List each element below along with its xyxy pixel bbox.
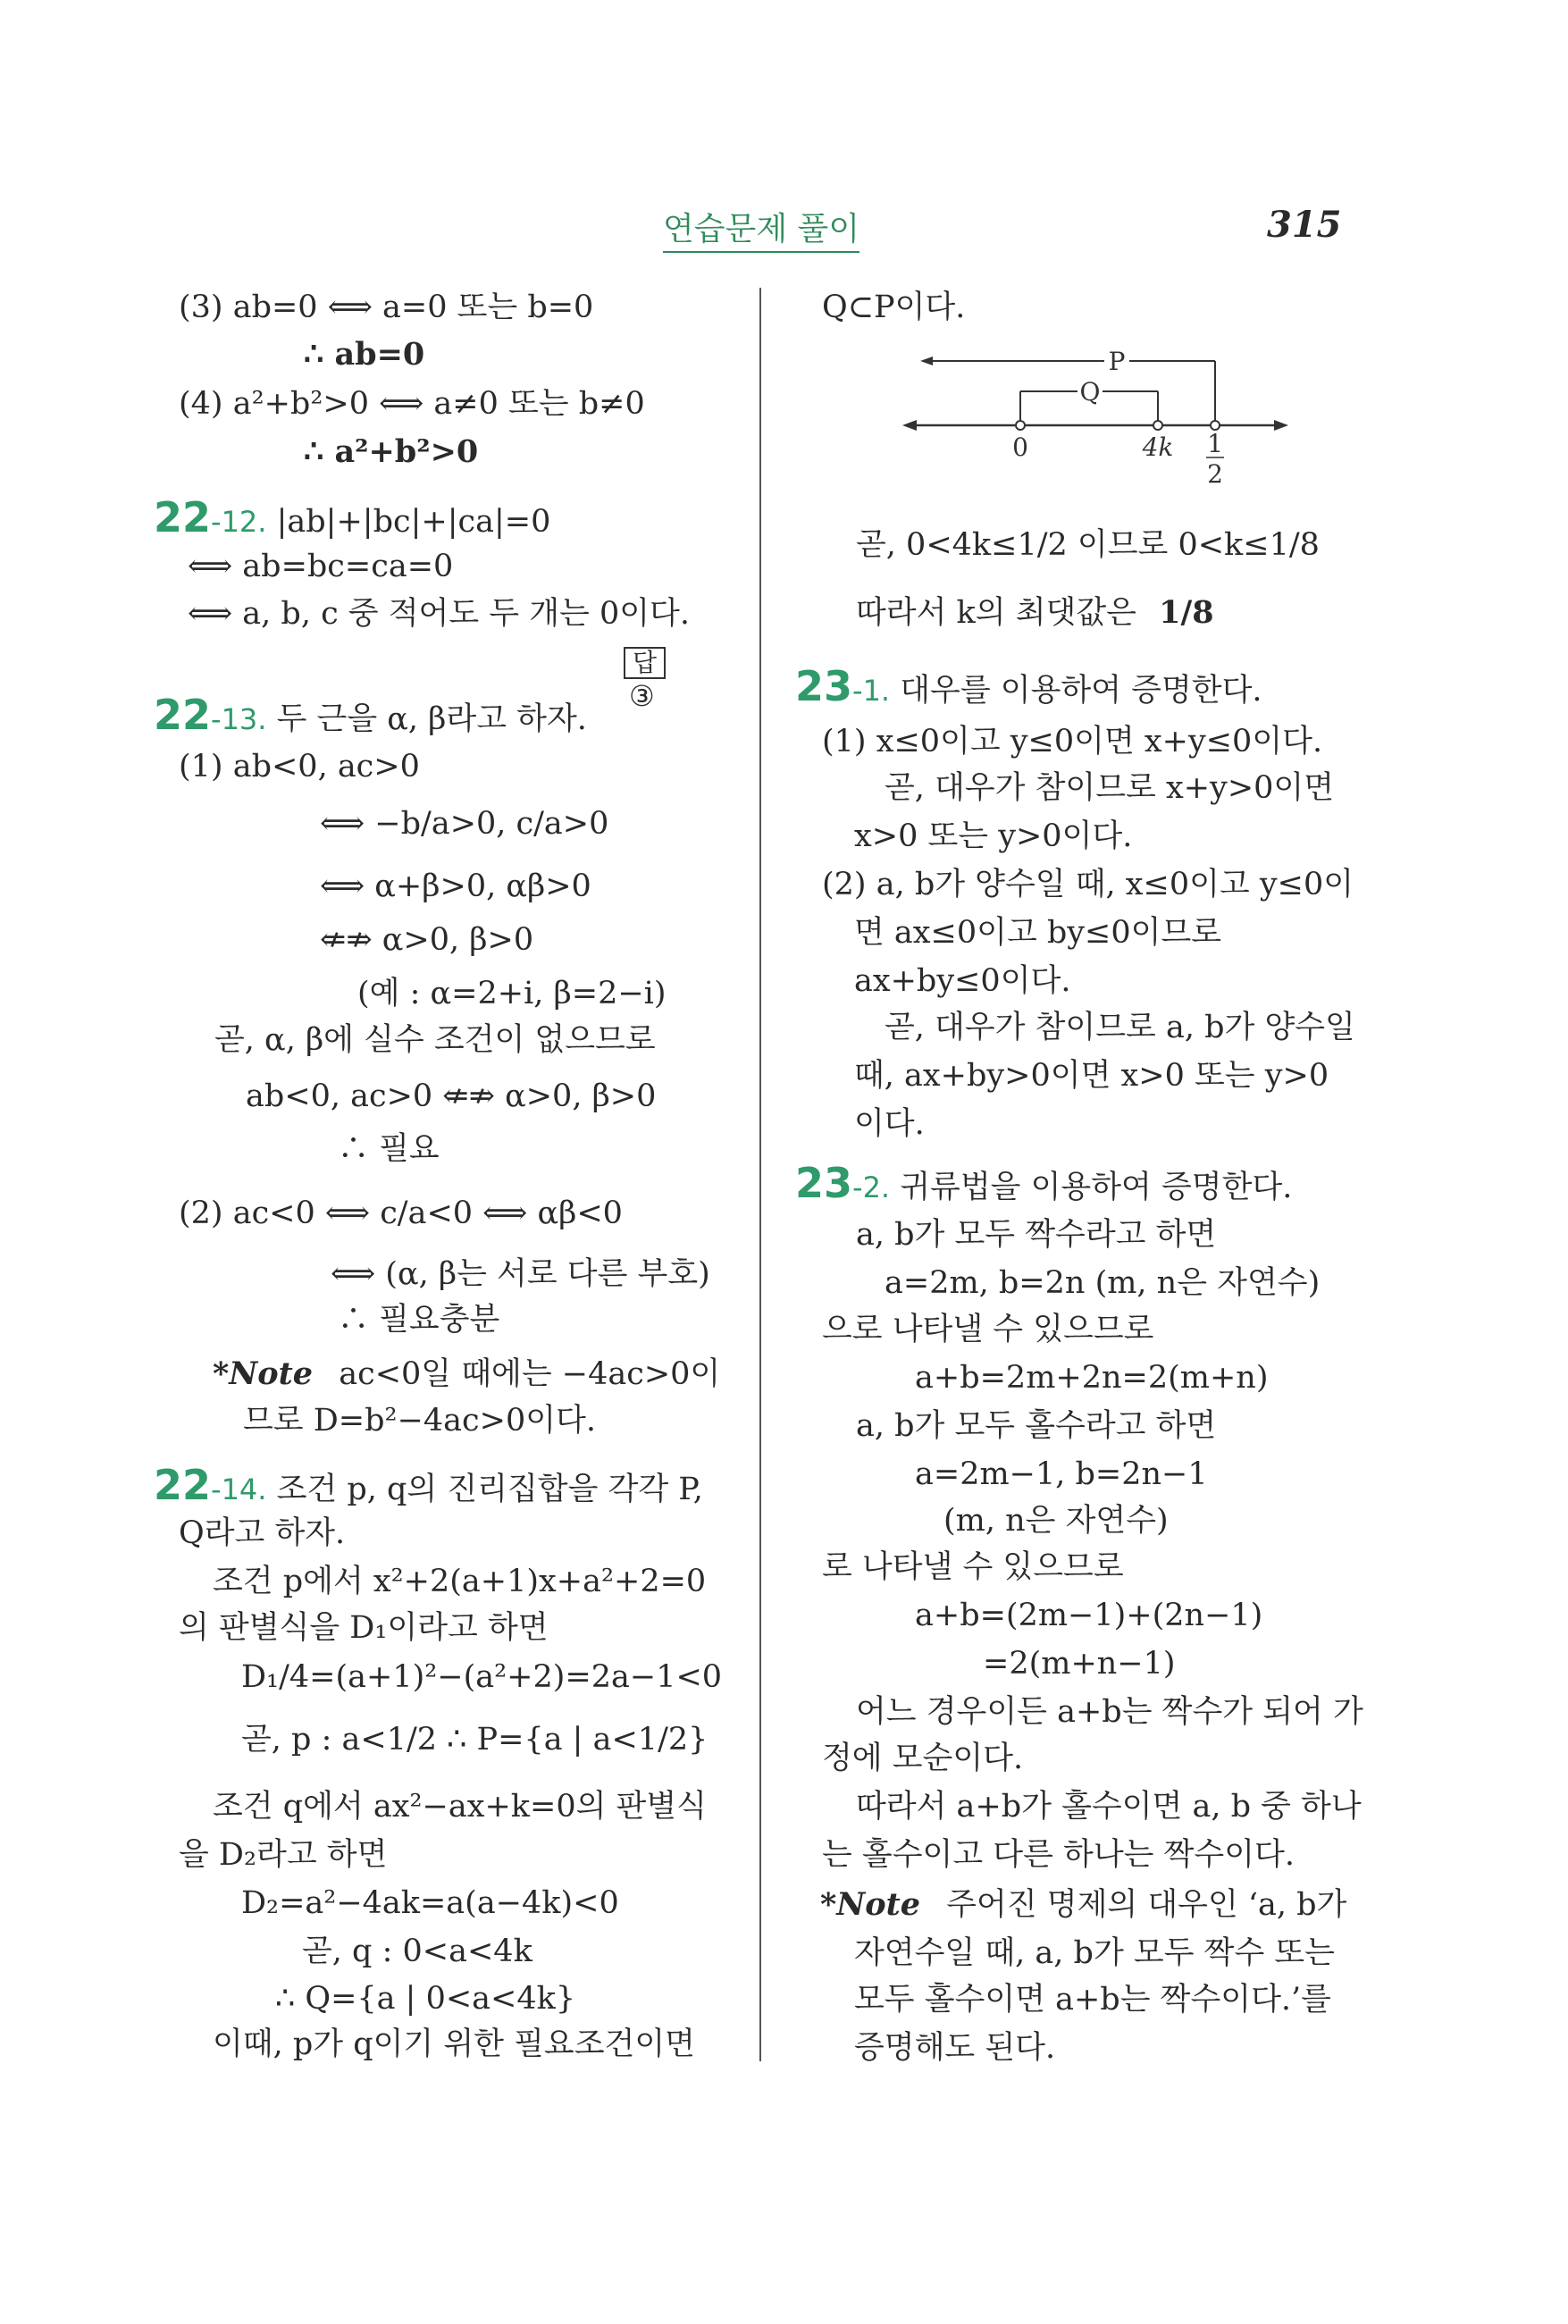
problem-subnumber: -13. <box>211 702 267 736</box>
problem-text: 두 근을 α, β라고 하자. <box>276 701 587 737</box>
problem-23-2 <box>795 1159 1293 1207</box>
text-line: a+b=(2m−1)+(2n−1) <box>915 1598 1263 1633</box>
text-line: 곧, 0<4k≤1/2 이므로 0<k≤1/8 <box>856 527 1320 563</box>
text-line: (1) x≤0이고 y≤0이면 x+y≤0이다. <box>822 724 1323 759</box>
tick-label-4k: 4k <box>1142 432 1174 462</box>
text-line: ax+by≤0이다. <box>854 963 1071 999</box>
page-number: 315 <box>1267 204 1342 246</box>
text-line: Q라고 하자. <box>179 1515 346 1551</box>
text-line: 는 홀수이고 다른 하나는 짝수이다. <box>822 1837 1295 1873</box>
text-line: 으로 나타낼 수 있으므로 <box>822 1312 1154 1347</box>
text-line: ⟺ a, b, c 중 적어도 두 개는 0이다. <box>188 596 690 632</box>
problem-text: 조건 p, q의 진리집합을 각각 P, <box>276 1472 703 1507</box>
tick-label-zero: 0 <box>1012 432 1028 462</box>
problem-22-12 <box>154 493 551 541</box>
text-line: 면 ax≤0이고 by≤0이므로 <box>854 915 1222 951</box>
final-answer: 1/8 <box>1159 594 1214 631</box>
note-text: ac<0일 때에는 −4ac>0이 <box>339 1356 721 1392</box>
text-line: (m, n은 자연수) <box>943 1503 1169 1539</box>
text-line: a, b가 모두 짝수라고 하면 <box>856 1217 1217 1253</box>
text-line: ⇍⇏ α>0, β>0 <box>320 922 534 958</box>
text-line: (1) ab<0, ac>0 <box>179 749 420 784</box>
text-line: ∴ 필요 <box>338 1131 440 1167</box>
set-p-arrow <box>920 357 933 365</box>
text-line: 곧, p : a<1/2 ∴ P={a | a<1/2} <box>241 1722 709 1758</box>
note-text: 증명해도 된다. <box>854 2030 1056 2066</box>
text-line: ⟺ −b/a>0, c/a>0 <box>320 806 609 842</box>
column-divider <box>759 288 761 2061</box>
answer-mark <box>624 647 666 713</box>
problem-subnumber: -1. <box>852 674 891 708</box>
text-line: ∴ ab=0 <box>304 336 425 373</box>
text-line: 때, ax+by>0이면 x>0 또는 y>0 <box>854 1058 1329 1094</box>
text-line: ∴ 필요충분 <box>338 1302 500 1338</box>
problem-number: 23 <box>795 662 853 710</box>
text-line: ⟺ ab=bc=ca=0 <box>188 549 454 584</box>
tick-label-half-den: 2 <box>1207 459 1223 489</box>
problem-subnumber: -2. <box>852 1170 891 1204</box>
note <box>820 1885 1346 1925</box>
answer-value: ③ <box>629 679 655 713</box>
problem-number: 22 <box>154 691 212 739</box>
note-text: 므로 D=b²−4ac>0이다. <box>243 1403 596 1439</box>
problem-text: |ab|+|bc|+|ca|=0 <box>276 504 551 540</box>
text-line: 따라서 a+b가 홀수이면 a, b 중 하나 <box>856 1789 1362 1825</box>
text-fragment: 따라서 k의 최댓값은 <box>856 595 1136 631</box>
text-line: (2) a, b가 양수일 때, x≤0이고 y≤0이 <box>822 867 1354 902</box>
text-line: a=2m−1, b=2n−1 <box>915 1456 1208 1492</box>
tick-label-half-num: 1 <box>1207 429 1223 458</box>
text-line: 이때, p가 q이기 위한 필요조건이면 <box>213 2026 695 2062</box>
text-line: 곧, 대우가 참이므로 x+y>0이면 <box>885 770 1335 806</box>
text-line: (3) ab=0 ⟺ a=0 또는 b=0 <box>179 289 594 325</box>
text-line: (예 : α=2+i, β=2−i) <box>357 976 667 1011</box>
set-q-label: Q <box>1079 377 1101 407</box>
text-line: 조건 q에서 ax²−ax+k=0의 판별식 <box>213 1789 707 1825</box>
text-line: 곧, α, β에 실수 조건이 없으므로 <box>214 1022 656 1058</box>
note-text: 주어진 명제의 대우인 ‘a, b가 <box>946 1887 1347 1923</box>
point-zero <box>1016 421 1025 430</box>
text-line: x>0 또는 y>0이다. <box>854 818 1133 854</box>
text-line: a, b가 모두 홀수라고 하면 <box>856 1408 1217 1444</box>
text-line: ⟺ α+β>0, αβ>0 <box>320 868 591 904</box>
problem-22-14 <box>154 1461 703 1509</box>
problem-number: 22 <box>154 1461 212 1509</box>
text-line: 곧, q : 0<a<4k <box>302 1934 532 1969</box>
text-line: D₂=a²−4ak=a(a−4k)<0 <box>241 1885 619 1921</box>
text-line: =2(m+n−1) <box>983 1646 1176 1682</box>
problem-subnumber: -14. <box>211 1472 267 1506</box>
text-line: ∴ a²+b²>0 <box>304 433 479 470</box>
page-header-title: 연습문제 풀이 <box>663 204 859 253</box>
note-label: *Note <box>820 1886 921 1923</box>
text-line: 을 D₂라고 하면 <box>179 1837 388 1873</box>
text-line: 로 나타낼 수 있으므로 <box>822 1549 1124 1585</box>
answer-label: 답 <box>624 647 666 679</box>
point-4k <box>1153 421 1162 430</box>
text-line: ab<0, ac>0 ⇍⇏ α>0, β>0 <box>246 1078 657 1114</box>
axis-arrow-left <box>902 420 917 431</box>
text-line: a=2m, b=2n (m, n은 자연수) <box>885 1265 1321 1301</box>
axis-arrow-right <box>1274 420 1288 431</box>
note <box>213 1355 720 1394</box>
text-line: ∴ Q={a | 0<a<4k} <box>275 1981 576 2017</box>
text-line: ⟺ (α, β는 서로 다른 부호) <box>331 1256 710 1292</box>
text-line <box>856 593 1214 633</box>
text-line: 어느 경우이든 a+b는 짝수가 되어 가 <box>856 1694 1363 1730</box>
text-line: 조건 p에서 x²+2(a+1)x+a²+2=0 <box>213 1564 707 1599</box>
set-p-label: P <box>1108 347 1126 376</box>
text-line: D₁/4=(a+1)²−(a²+2)=2a−1<0 <box>241 1659 723 1695</box>
problem-number: 23 <box>795 1159 853 1207</box>
problem-subnumber: -12. <box>211 505 267 539</box>
problem-23-1 <box>795 662 1262 710</box>
problem-text: 귀류법을 이용하여 증명한다. <box>900 1170 1293 1205</box>
problem-text: 대우를 이용하여 증명한다. <box>900 673 1262 709</box>
text-line: 이다. <box>854 1106 925 1142</box>
text-line: (2) ac<0 ⟺ c/a<0 ⟺ αβ<0 <box>179 1196 623 1231</box>
text-line: (4) a²+b²>0 ⟺ a≠0 또는 b≠0 <box>179 386 645 422</box>
note-text: 모두 홀수이면 a+b는 짝수이다.’를 <box>854 1982 1331 2018</box>
note-label: *Note <box>213 1355 314 1392</box>
number-line-diagram <box>893 340 1304 496</box>
text-line: Q⊂P이다. <box>822 289 966 325</box>
problem-22-13 <box>154 691 587 739</box>
text-line: 의 판별식을 D₁이라고 하면 <box>179 1610 549 1646</box>
problem-number: 22 <box>154 493 212 541</box>
note-text: 자연수일 때, a, b가 모두 짝수 또는 <box>854 1935 1335 1971</box>
text-line: a+b=2m+2n=2(m+n) <box>915 1360 1269 1396</box>
text-line: 곧, 대우가 참이므로 a, b가 양수일 <box>885 1010 1355 1045</box>
text-line: 정에 모순이다. <box>822 1741 1024 1776</box>
